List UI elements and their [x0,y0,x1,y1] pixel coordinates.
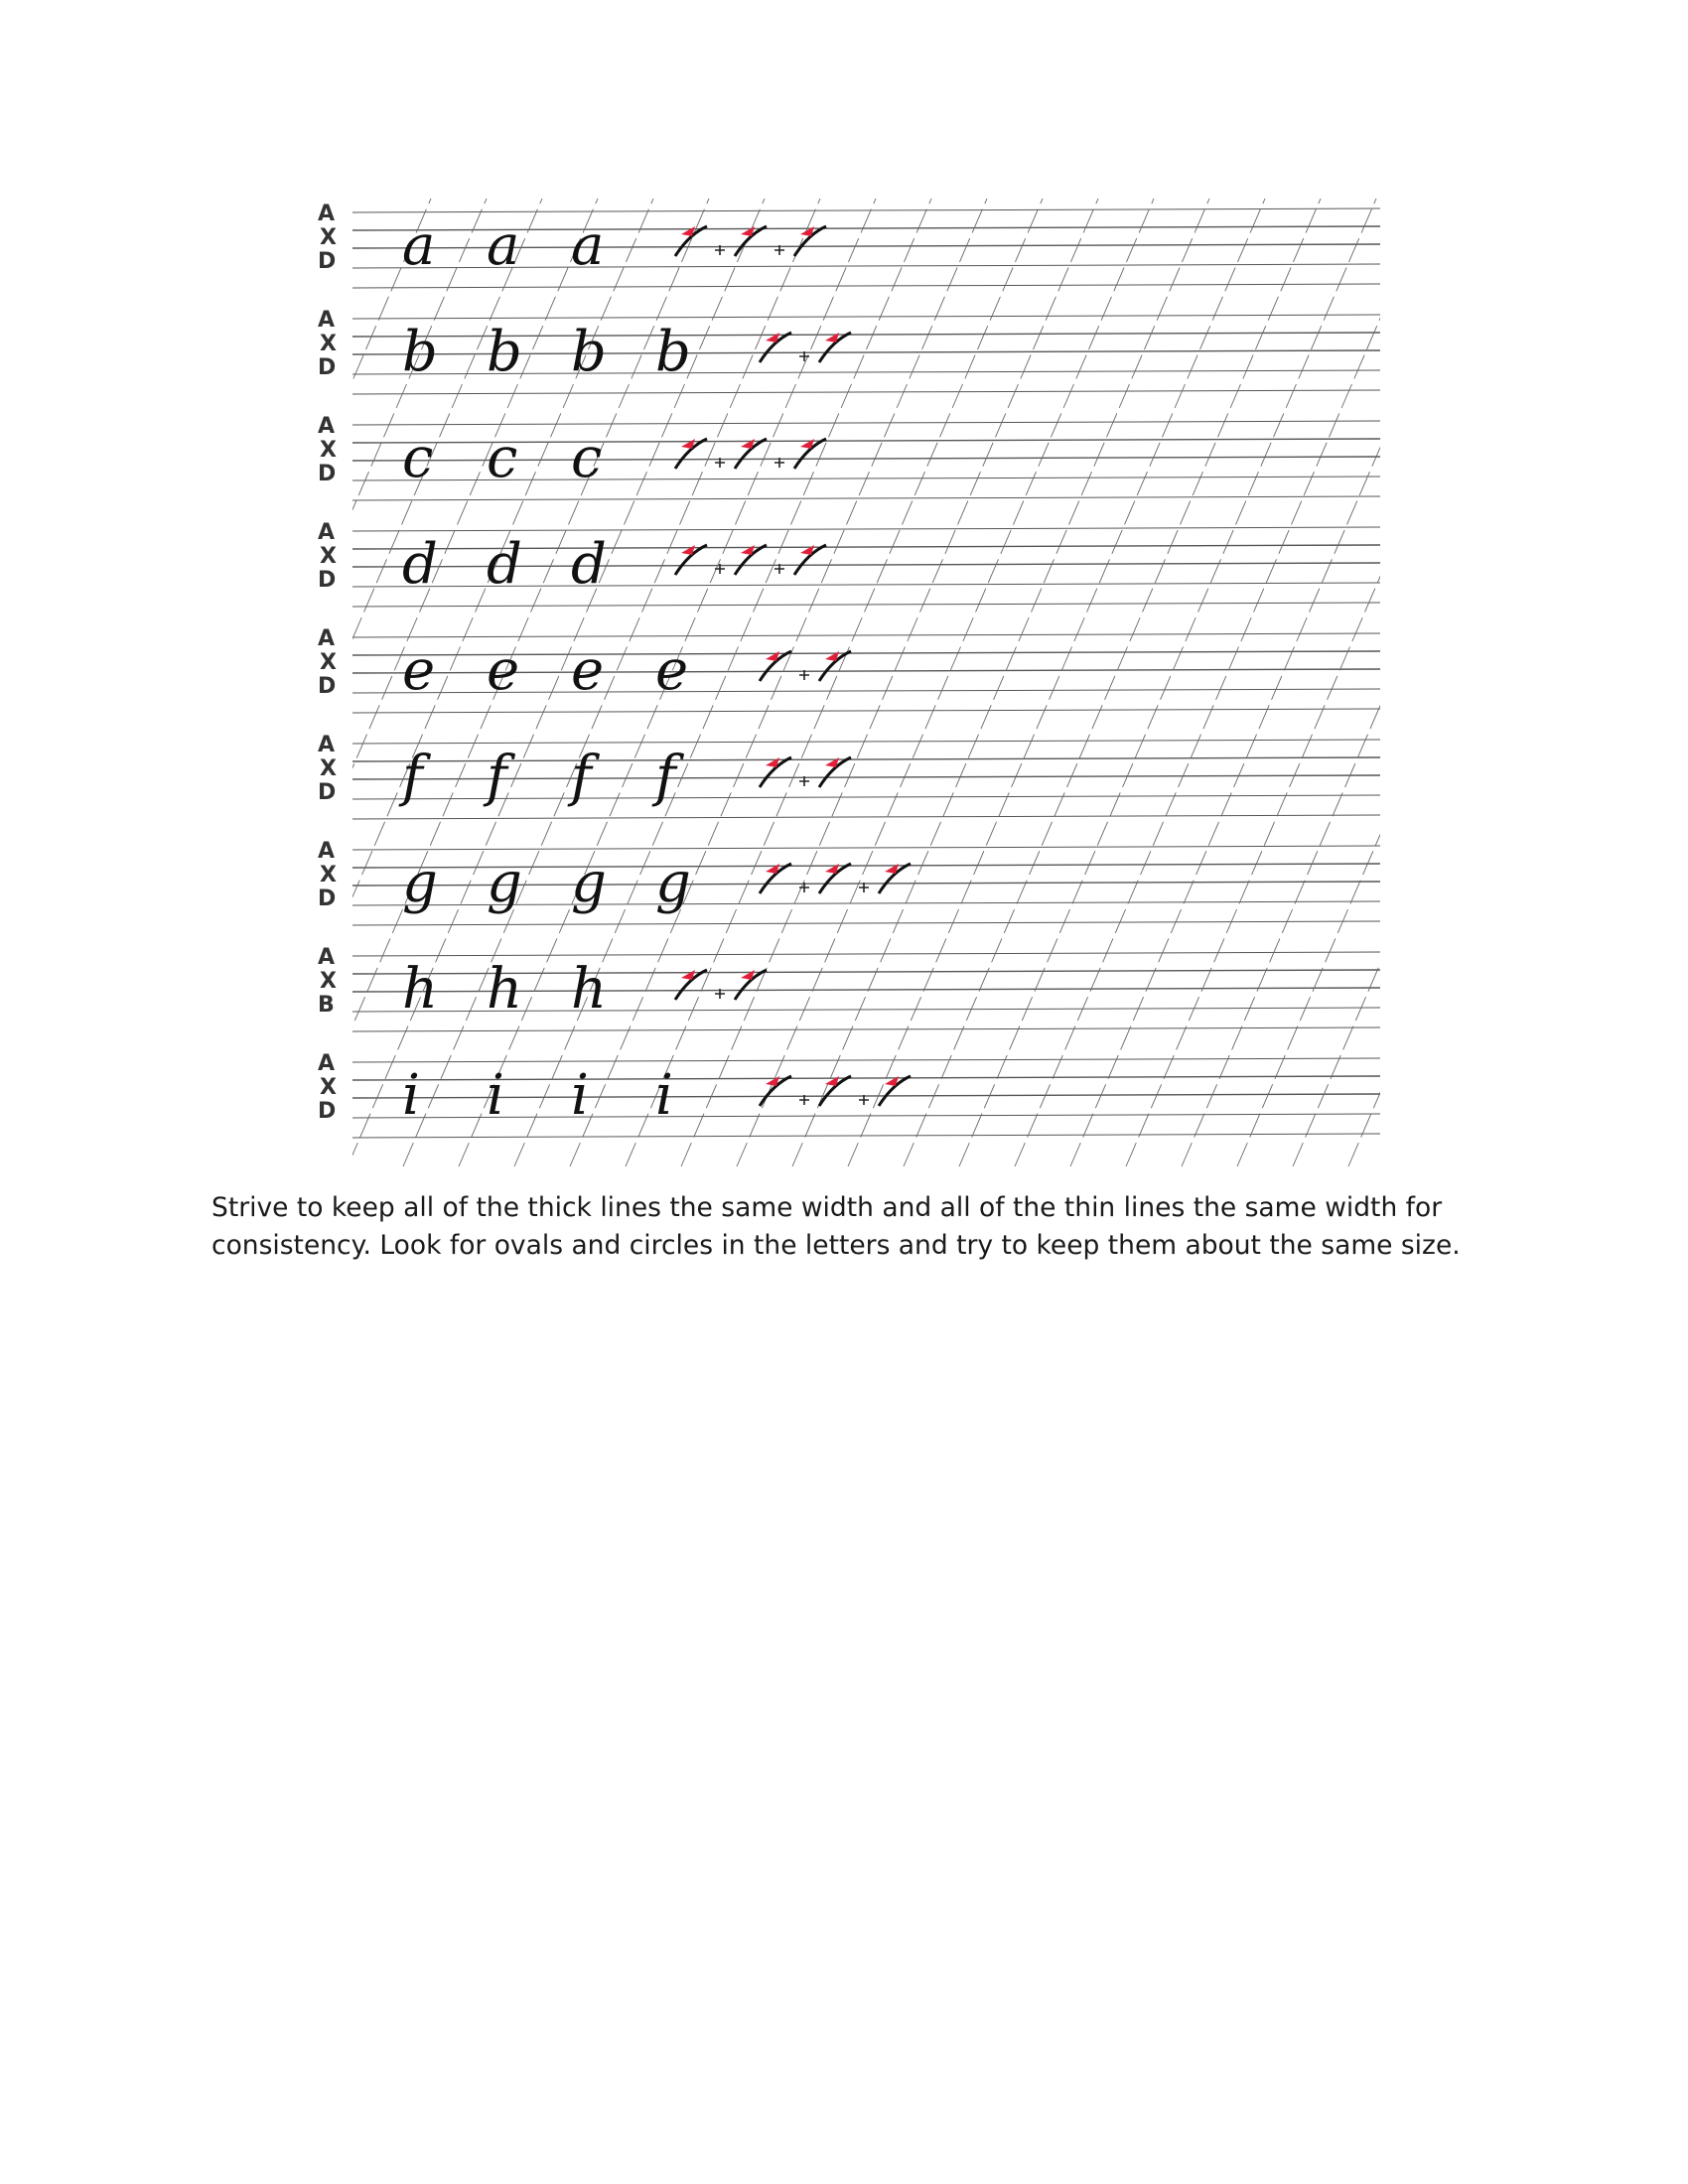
slant-line [1293,199,1390,1166]
guide-label: D [318,355,337,380]
guide-label: A [318,839,336,864]
guide-label: D [318,887,337,911]
ruling-line [352,527,1380,531]
script-letter: e [655,638,689,703]
guide-label: D [318,674,337,699]
script-letter: g [655,851,691,915]
ruling-line [352,921,1380,925]
ruling-line [352,315,1380,319]
script-letter: a [571,213,605,278]
script-letter: i [402,1063,420,1128]
guide-label: X [320,544,337,569]
ruling-line [352,815,1380,819]
slant-line [792,199,1209,1166]
ruling-line [352,740,1380,744]
slant-line [308,199,598,1166]
script-letter: c [487,426,518,490]
ruling-line [352,1058,1380,1062]
guide-label: A [318,202,336,226]
guide-label: D [318,568,337,593]
script-letter: e [571,638,605,703]
ruling-line [352,421,1380,425]
letter-rows [318,202,911,1128]
script-letter: h [571,957,608,1022]
guide-label: X [320,650,337,675]
script-letter: b [402,320,438,384]
script-letter: d [571,532,607,597]
slant-line [1070,199,1390,1166]
script-letter: c [571,426,603,490]
script-letter: f [402,745,423,809]
ruling-line [352,1114,1380,1118]
script-letter: h [487,957,523,1022]
guide-label: X [320,756,337,781]
script-letter: f [655,745,676,809]
ruling-line [352,1134,1380,1138]
guide-label: X [320,438,337,463]
guide-label: A [318,308,336,333]
ruling-line [352,1076,1380,1080]
guide-label: X [320,1075,337,1100]
script-letter: i [571,1063,589,1128]
slant-line [904,199,1321,1166]
script-letter: i [487,1063,504,1128]
guide-label: X [320,225,337,250]
script-letter: d [402,532,438,597]
ruling-line [352,846,1380,850]
guide-label: A [318,1051,336,1076]
ruling-line [352,208,1380,212]
ruling-line [352,496,1380,500]
slant-line [848,199,1265,1166]
guide-label: A [318,626,336,651]
script-letter: c [402,426,434,490]
guide-label: X [320,332,337,356]
slant-line [959,199,1376,1166]
guide-label: D [318,462,337,486]
instruction-caption: Strive to keep all of the thick lines the same width and all of the thin lines the same width for consistency. Look for ovals and circles in the letters and try to keep them about the same size. [211,1192,1461,1261]
guide-label: D [318,249,337,274]
script-letter: g [571,851,607,915]
slant-line [737,199,1154,1166]
calligraphy-practice-sheet [308,189,1390,1171]
script-letter: a [487,213,520,278]
guide-label: X [320,969,337,994]
guide-label: A [318,414,336,439]
ruling-line [352,633,1380,637]
slant-line [681,199,1098,1166]
slant-line [403,199,820,1166]
script-letter: f [487,745,507,809]
slant-line [1182,199,1390,1166]
script-letter: g [402,851,438,915]
script-letter: h [402,957,439,1022]
script-letter: f [571,745,592,809]
guide-label: D [318,780,337,805]
script-letter: g [487,851,522,915]
script-letter: b [571,320,607,384]
slant-guide-lines [308,199,1390,1166]
guide-label: B [318,993,335,1018]
guide-label: X [320,863,337,887]
ruling-line [352,952,1380,956]
slant-line [570,199,987,1166]
script-letter: i [655,1063,673,1128]
guide-label: D [318,1099,337,1124]
guide-label: A [318,520,336,545]
script-letter: b [655,320,691,384]
script-letter: d [487,532,522,597]
script-letter: a [402,213,436,278]
guide-label: A [318,733,336,757]
ruling-line [352,1027,1380,1031]
ruling-line [352,1094,1380,1098]
ruling-line [352,284,1380,288]
script-letter: e [402,638,436,703]
script-letter: e [487,638,520,703]
script-letter: b [487,320,522,384]
ruling-line [352,603,1380,607]
ruling-line [352,709,1380,713]
ruling-line [352,390,1380,394]
guide-label: A [318,945,336,970]
